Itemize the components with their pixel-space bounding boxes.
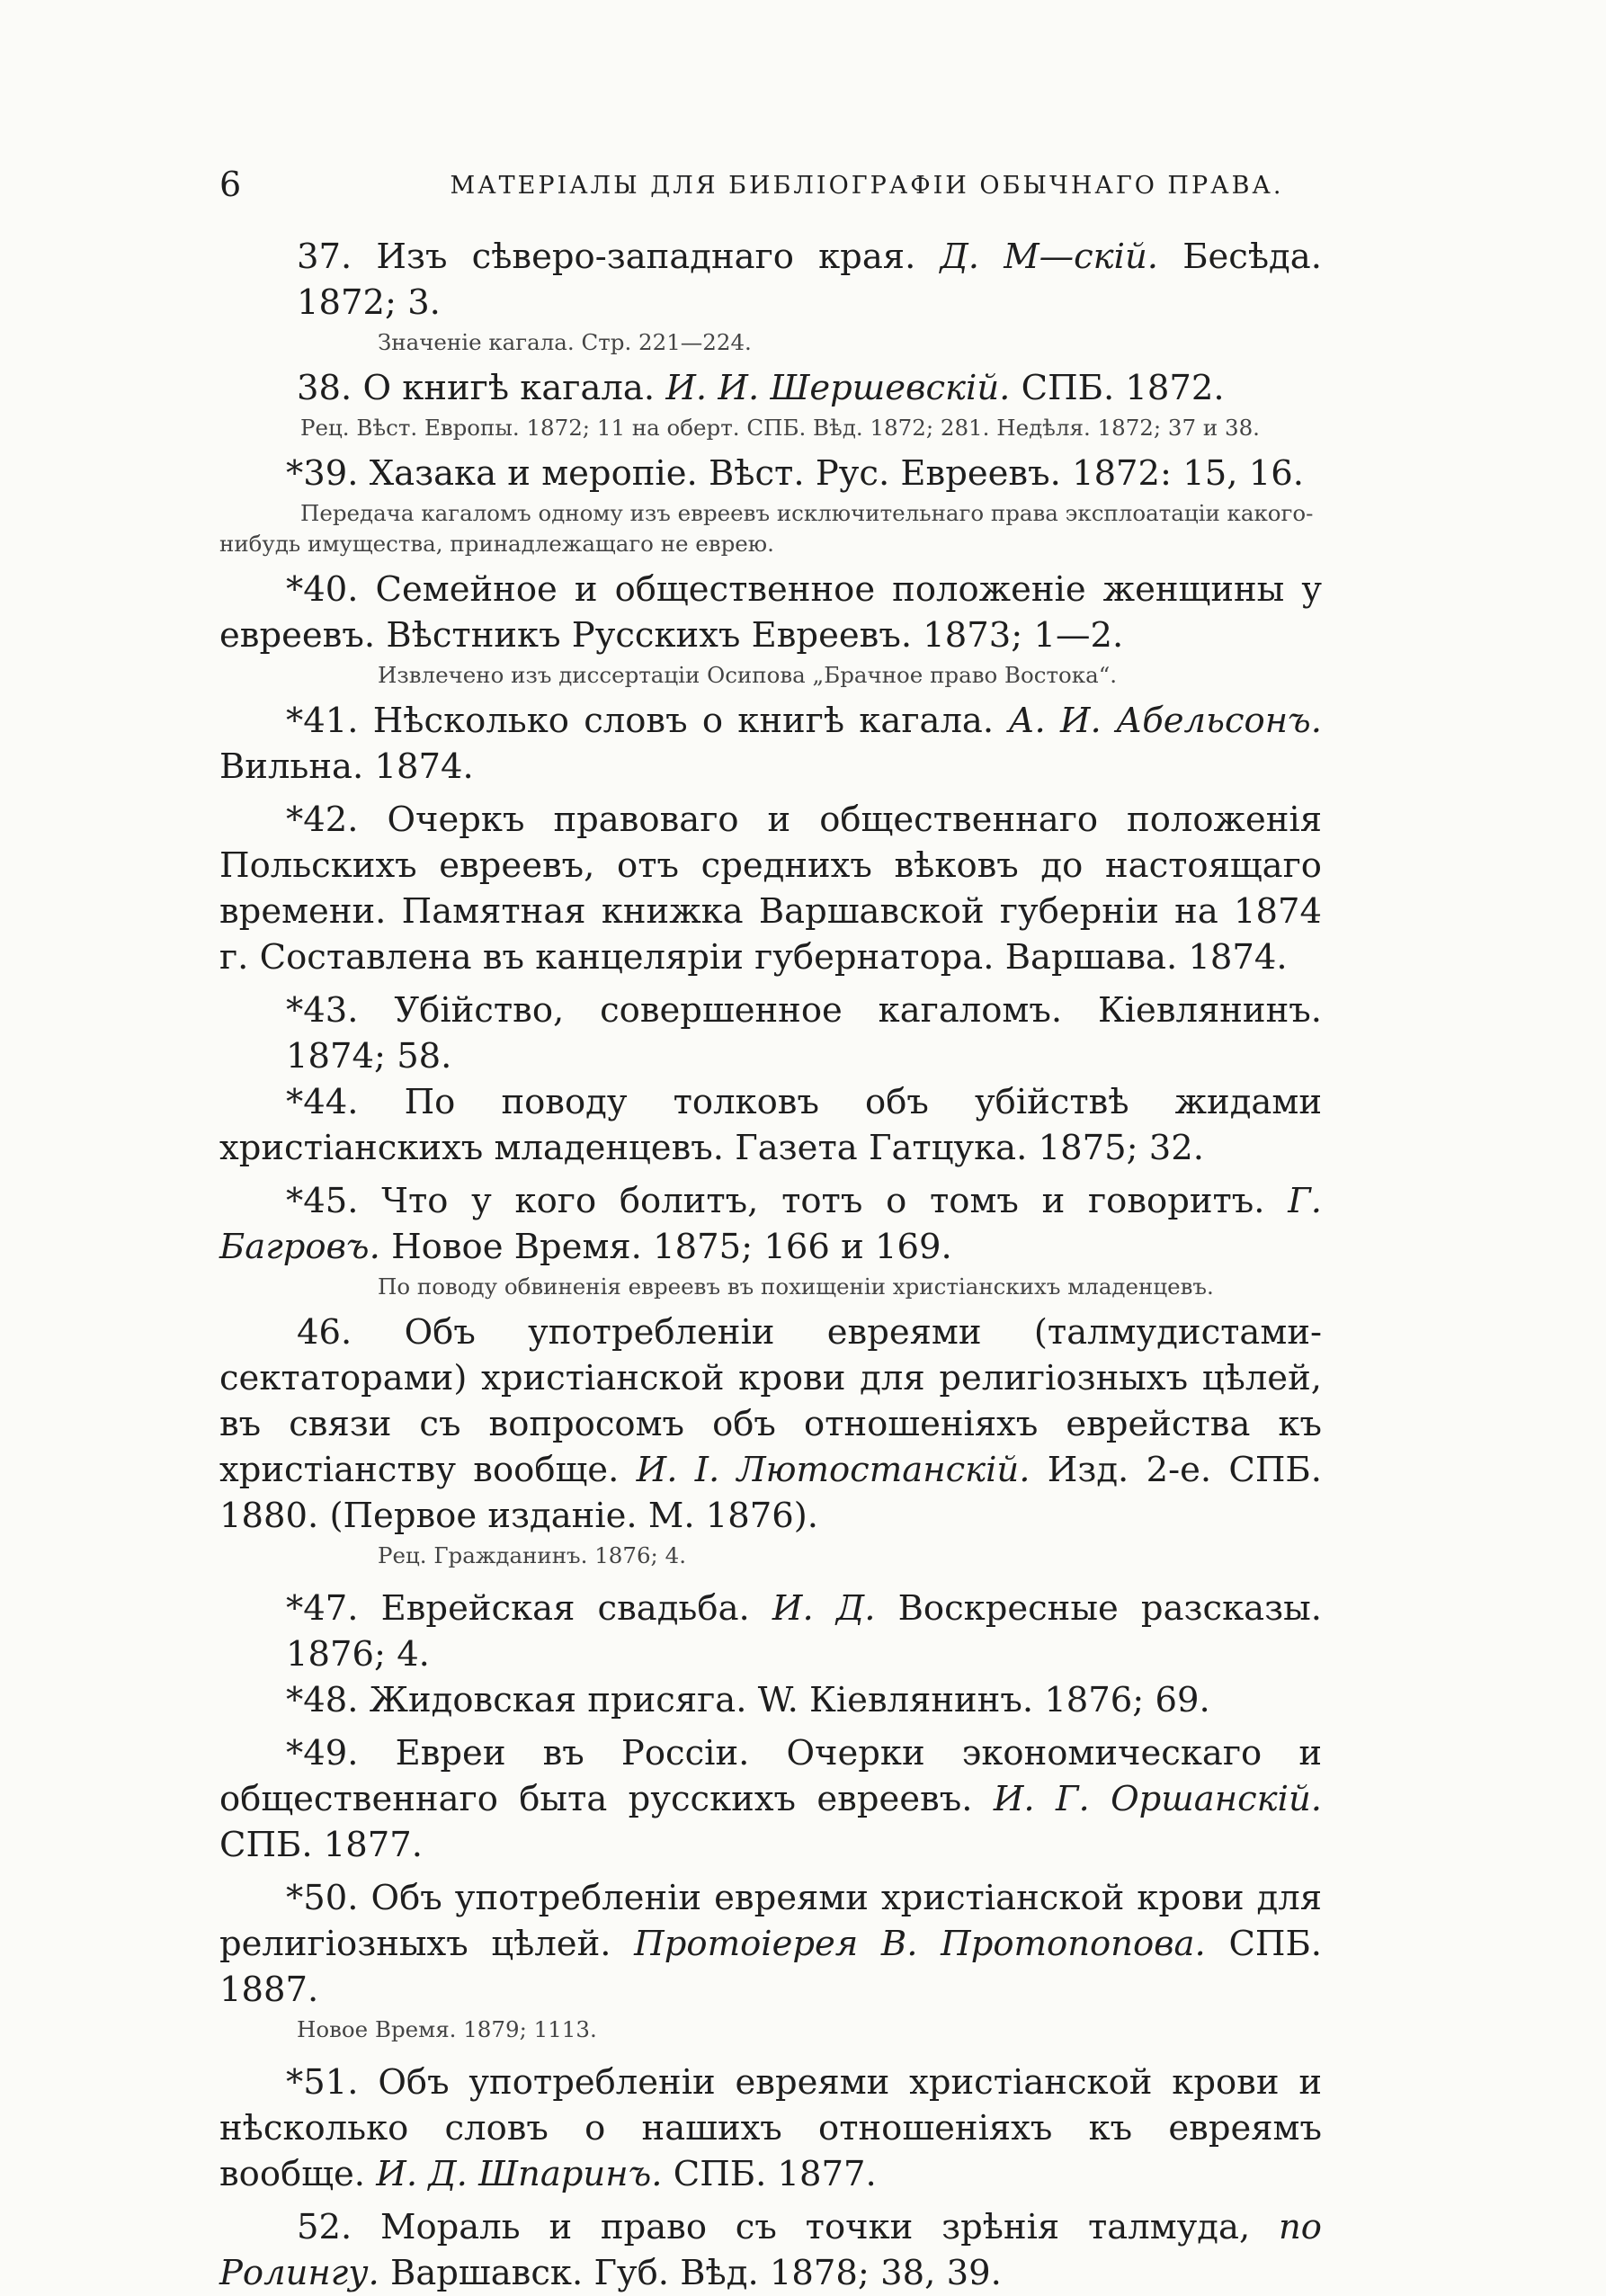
entry-source: СПБ. 1872. — [1021, 368, 1225, 408]
entry-note: Значеніе кагала. Стр. 221—224. — [378, 329, 752, 355]
entry-number: *42. — [286, 800, 359, 840]
entry-number: 37. — [297, 237, 352, 277]
entry-note: Передача кагаломъ одному изъ евреевъ исключительнаго права эксплоатаціи какого-нибудь имущества, принадлежащаго не еврею. — [219, 500, 1314, 557]
entry-title: Объ употребленіи евреями (талмудистами-сектаторами) христіанской крови для религіозныхъ цѣлей, въ связи съ вопросомъ объ отношеніяхъ еврейства къ христіанству вообще. — [219, 1312, 1322, 1490]
entry-title: Жидовская присяга. W. Кіевлянинъ. 1876; 69. — [369, 1680, 1210, 1720]
entry-37 — [297, 234, 1322, 358]
entry-title: Объ употребленіи евреями христіанской крови для религіозныхъ цѣлей. — [219, 1878, 1322, 1964]
entry-source: Бесѣда. 1872; 3. — [297, 237, 1322, 323]
entry-source: Изд. 2-е. СПБ. 1880. (Первое изданіе. М. 1876). — [219, 1450, 1322, 1536]
entry-number: 52. — [297, 2207, 352, 2247]
entry-author: по Ролингу. — [219, 2207, 1322, 2293]
entry-52 — [219, 2204, 1322, 2296]
entry-source: СПБ. 1877. — [219, 1825, 424, 1865]
entry-source: Новое Время. 1875; 166 и 169. — [391, 1227, 952, 1267]
entry-number: *48. — [286, 1680, 359, 1720]
entry-39 — [219, 451, 1322, 559]
entry-number: *49. — [286, 1733, 359, 1773]
entry-49 — [219, 1730, 1322, 1868]
entry-number: *44. — [286, 1082, 359, 1122]
entry-51 — [219, 2059, 1322, 2197]
entry-note: По поводу обвиненія евреевъ въ похищеніи христіанскихъ младенцевъ. — [378, 1273, 1214, 1300]
entry-number: *41. — [286, 701, 359, 741]
entry-48 — [286, 1677, 1322, 1723]
entry-title: Нѣсколько словъ о книгѣ кагала. — [372, 701, 995, 741]
entry-number: 46. — [297, 1312, 352, 1353]
entry-note: Рец. Гражданинъ. 1876; 4. — [378, 1542, 686, 1568]
entry-46 — [219, 1309, 1322, 1571]
page-header — [219, 164, 1334, 209]
entry-47 — [286, 1586, 1322, 1677]
bibliography-list — [219, 234, 1323, 2296]
entry-number: *40. — [286, 569, 359, 610]
entry-source: СПБ. 1887. — [219, 1924, 1323, 2010]
entry-number: *51. — [286, 2062, 359, 2103]
entry-author: Г. Багровъ. — [219, 1181, 1323, 1267]
entry-45 — [219, 1178, 1323, 1302]
entry-number: *45. — [286, 1181, 359, 1221]
entry-title: О книгѣ кагала. — [362, 368, 656, 408]
entry-author: И. Г. Оршанскій. — [993, 1779, 1322, 1819]
entry-38 — [297, 365, 1322, 443]
entry-title: Хазака и меропіе. Вѣст. Рус. Евреевъ. 1872: 15, 16. — [369, 453, 1304, 494]
entry-title: Объ употребленіи евреями христіанской крови и нѣсколько словъ о нашихъ отношеніяхъ къ евреямъ вообще. — [219, 2062, 1322, 2194]
entry-author: Д. М—скій. — [940, 237, 1159, 277]
entry-author: И. Д. — [772, 1588, 876, 1629]
entry-title: Семейное и общественное положеніе женщины у евреевъ. Вѣстникъ Русскихъ Евреевъ. 1873; 1—2. — [219, 569, 1322, 656]
running-title: МАТЕРІАЛЫ ДЛЯ БИБЛІОГРАФІИ ОБЫЧНАГО ПРАВА. — [450, 172, 1284, 200]
entry-note: Новое Время. 1879; 1113. — [297, 2016, 597, 2042]
entry-source: Вильна. 1874. — [219, 746, 474, 787]
entry-40 — [219, 567, 1322, 691]
entry-author: И. И. Шершевскій. — [665, 368, 1011, 408]
entry-number: 38. — [297, 368, 352, 408]
entry-42 — [219, 797, 1322, 980]
entry-title: Евреи въ Россіи. Очерки экономическаго и общественнаго быта русскихъ евреевъ. — [219, 1733, 1322, 1819]
entry-note: Извлечено изъ диссертаціи Осипова „Брачное право Востока“. — [378, 662, 1118, 688]
entry-number: *39. — [286, 453, 359, 494]
entry-number: *50. — [286, 1878, 359, 1918]
entry-title: Очеркъ правоваго и общественнаго положенія Польскихъ евреевъ, отъ среднихъ вѣковъ до настоящаго времени. Памятная книжка Варшавской губерніи на 1874 г. Составлена въ канцеляріи губернатора. Варшава. 1874. — [219, 800, 1322, 978]
entry-title: Что у кого болитъ, тотъ о томъ и говоритъ. — [381, 1181, 1265, 1221]
entry-50 — [219, 1875, 1323, 2045]
entry-note: Рец. Вѣст. Европы. 1872; 11 на оберт. СПБ. Вѣд. 1872; 281. Недѣля. 1872; 37 и 38. — [300, 415, 1260, 441]
entry-title: Убійство, совершенное кагаломъ. Кіевлянинъ. 1874; 58. — [286, 990, 1322, 1077]
entry-44 — [219, 1079, 1322, 1171]
entry-source: СПБ. 1877. — [673, 2154, 877, 2194]
entry-41 — [219, 698, 1322, 790]
entry-43 — [286, 987, 1322, 1079]
entry-number: *47. — [286, 1588, 359, 1629]
entry-author: А. И. Абельсонъ. — [1008, 701, 1322, 741]
entry-author: Протоіерея В. Протопопова. — [634, 1924, 1206, 1964]
entry-number: *43. — [286, 990, 359, 1031]
entry-author: И. I. Лютостанскій. — [636, 1450, 1031, 1490]
entry-title: По поводу толковъ объ убійствѣ жидами христіанскихъ младенцевъ. Газета Гатцука. 1875; 32. — [219, 1082, 1322, 1168]
entry-source: Воскресные разсказы. 1876; 4. — [286, 1588, 1322, 1675]
page-number: 6 — [219, 165, 242, 204]
entry-author: И. Д. Шпаринъ. — [376, 2154, 663, 2194]
entry-source: Варшавск. Губ. Вѣд. 1878; 38, 39. — [390, 2253, 1002, 2293]
entry-title: Мораль и право съ точки зрѣнія талмуда, — [380, 2207, 1251, 2247]
entry-title: Еврейская свадьба. — [380, 1588, 750, 1629]
entry-title: Изъ сѣверо-западнаго края. — [376, 237, 916, 277]
